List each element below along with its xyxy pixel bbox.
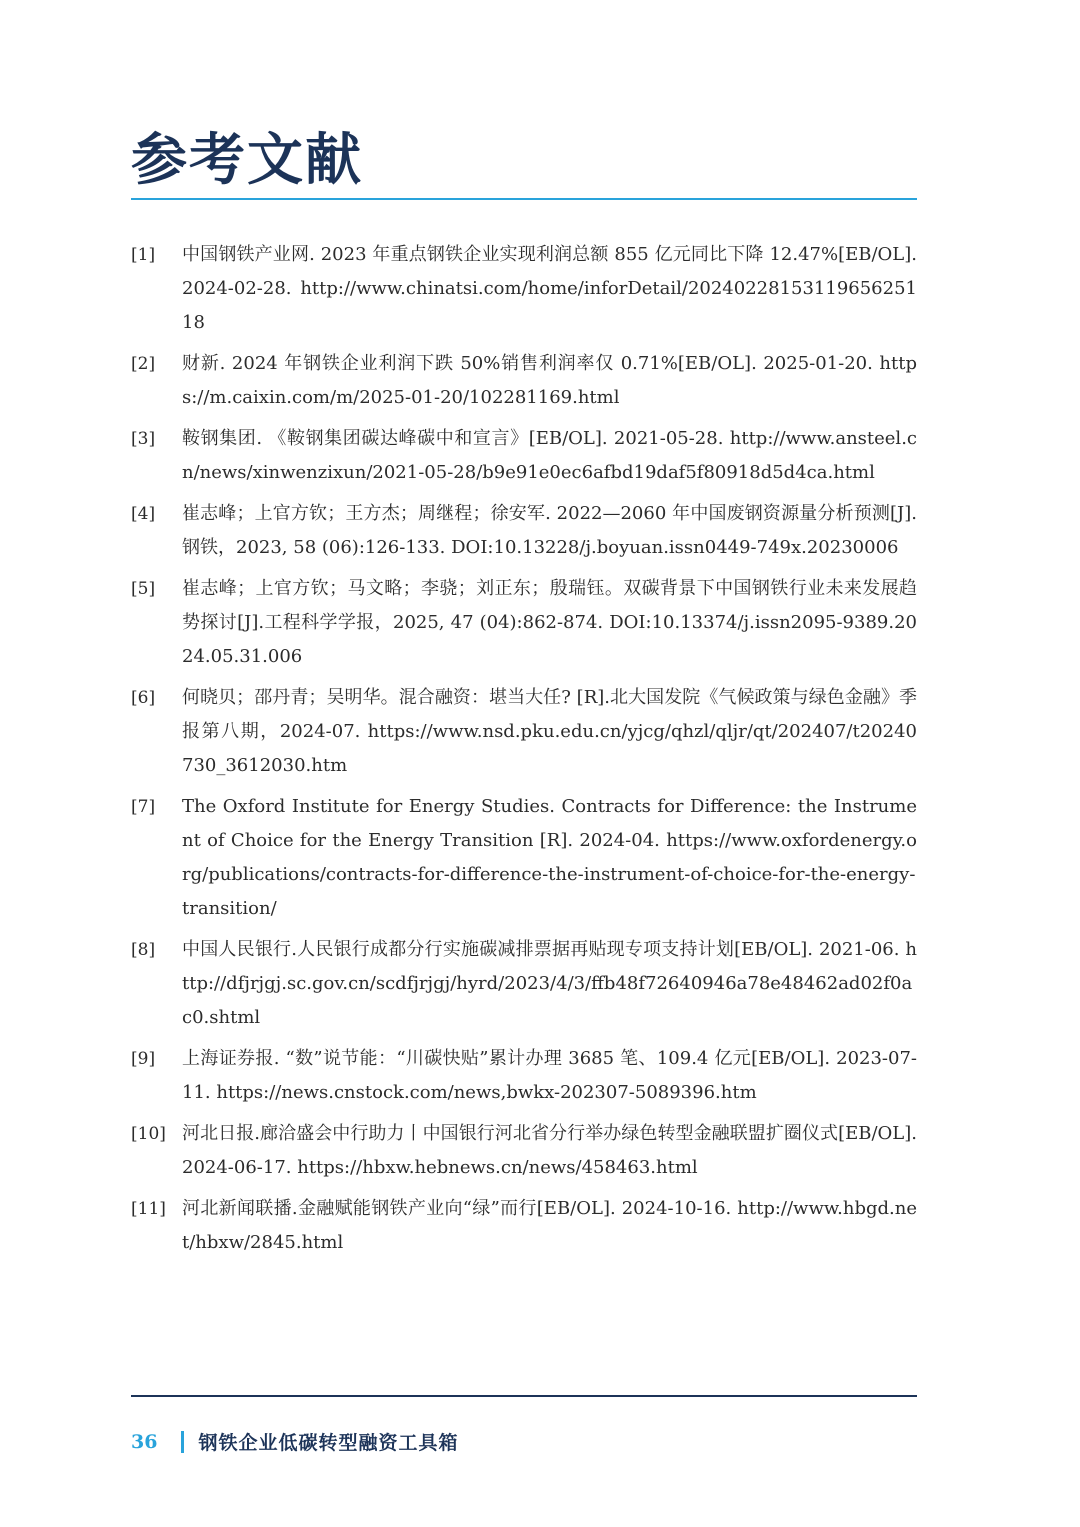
reference-text: 崔志峰；上官方钦；马文略；李骁；刘正东；殷瑞钰。双碳背景下中国钢铁行业未来发展趋势探讨[J].工程科学学报，2025, 47 (04):862-874. DOI:10.13374/j.issn2095-9389.2024.05.31.006 <box>182 578 917 667</box>
reference-item <box>131 497 917 565</box>
reference-item <box>131 790 917 926</box>
reference-item <box>131 238 917 340</box>
reference-number: [4] <box>131 504 156 524</box>
reference-item <box>131 572 917 674</box>
reference-item <box>131 681 917 783</box>
page-title: 参考文献 <box>131 128 363 193</box>
footer-separator <box>181 1431 184 1453</box>
reference-text: 上海证券报. “数”说节能：“川碳快贴”累计办理 3685 笔、109.4 亿元[EB/OL]. 2023-07-11. https://news.cnstock.com/news,bwkx-202307-5089396.htm <box>182 1048 917 1103</box>
reference-item <box>131 1042 917 1110</box>
reference-text: 财新. 2024 年钢铁企业利润下跌 50%销售利润率仅 0.71%[EB/OL]. 2025-01-20. https://m.caixin.com/m/2025-01-20/102281169.html <box>182 353 917 408</box>
reference-item <box>131 933 917 1035</box>
reference-text: 河北新闻联播.金融赋能钢铁产业向“绿”而行[EB/OL]. 2024-10-16. http://www.hbgd.net/hbxw/2845.html <box>182 1198 917 1253</box>
reference-text: 中国钢铁产业网. 2023 年重点钢铁企业实现利润总额 855 亿元同比下降 12.47%[EB/OL]. 2024-02-28. http://www.chinatsi.com/home/inforDetail/20240228153119656251​18 <box>182 244 917 333</box>
reference-text: 河北日报.廊洽盛会中行助力丨中国银行河北省分行举办绿色转型金融联盟扩圈仪式[EB/OL]. 2024-06-17. https://hbxw.hebnews.cn/news/458463.html <box>182 1123 917 1178</box>
reference-text: 鞍钢集团. 《鞍钢集团碳达峰碳中和宣言》[EB/OL]. 2021-05-28. http://www.ansteel.cn/news/xinwenzixun/2021-05-28/b9e91e0ec6afbd19daf5f80918d5d4ca.html <box>182 428 917 483</box>
reference-number: [8] <box>131 940 156 960</box>
reference-number: [6] <box>131 688 156 708</box>
title-divider <box>131 198 917 200</box>
reference-number: [3] <box>131 429 156 449</box>
reference-item <box>131 1192 917 1260</box>
reference-item <box>131 1117 917 1185</box>
reference-number: [2] <box>131 354 156 374</box>
reference-text: 中国人民银行.人民银行成都分行实施碳减排票据再贴现专项支持计划[EB/OL]. 2021-06. http://dfjrjgj.sc.gov.cn/scdfjrjgj/hyrd/2023/4/3/ffb48f72640946a78e48462ad02f0ac0.shtml <box>182 939 917 1028</box>
reference-number: [11] <box>131 1199 166 1219</box>
reference-text: The Oxford Institute for Energy Studies. Contracts for Difference: the Instrument of Choice for the Energy Transition [R]. 2024-04. https://www.oxfordenergy.org/publications/contracts-for-difference-the-instrument-of-choice-for-the-energy-transition/ <box>182 796 917 919</box>
reference-number: [1] <box>131 245 156 265</box>
reference-text: 崔志峰；上官方钦；王方杰；周继程；徐安军. 2022—2060 年中国废钢资源量分析预测[J].钢铁，2023, 58 (06):126-133. DOI:10.13228/j.boyuan.issn0449-749x.20230006 <box>182 503 917 558</box>
reference-number: [10] <box>131 1124 166 1144</box>
publication-title: 钢铁企业低碳转型融资工具箱 <box>198 1432 459 1454</box>
footer-divider <box>131 1395 917 1397</box>
reference-item <box>131 422 917 490</box>
page-number: 36 <box>131 1430 158 1453</box>
reference-text: 何晓贝；邵丹青；吴明华。混合融资：堪当大任? [R].北大国发院《气候政策与绿色金融》季报第八期，2024-07. https://www.nsd.pku.edu.cn/yjcg/qhzl/qljr/qt/202407/t20240730_3612030.htm <box>182 687 917 776</box>
page-footer <box>131 1428 458 1455</box>
reference-list <box>131 238 917 1267</box>
reference-number: [5] <box>131 579 156 599</box>
reference-number: [9] <box>131 1049 156 1069</box>
reference-number: [7] <box>131 797 156 817</box>
reference-item <box>131 347 917 415</box>
